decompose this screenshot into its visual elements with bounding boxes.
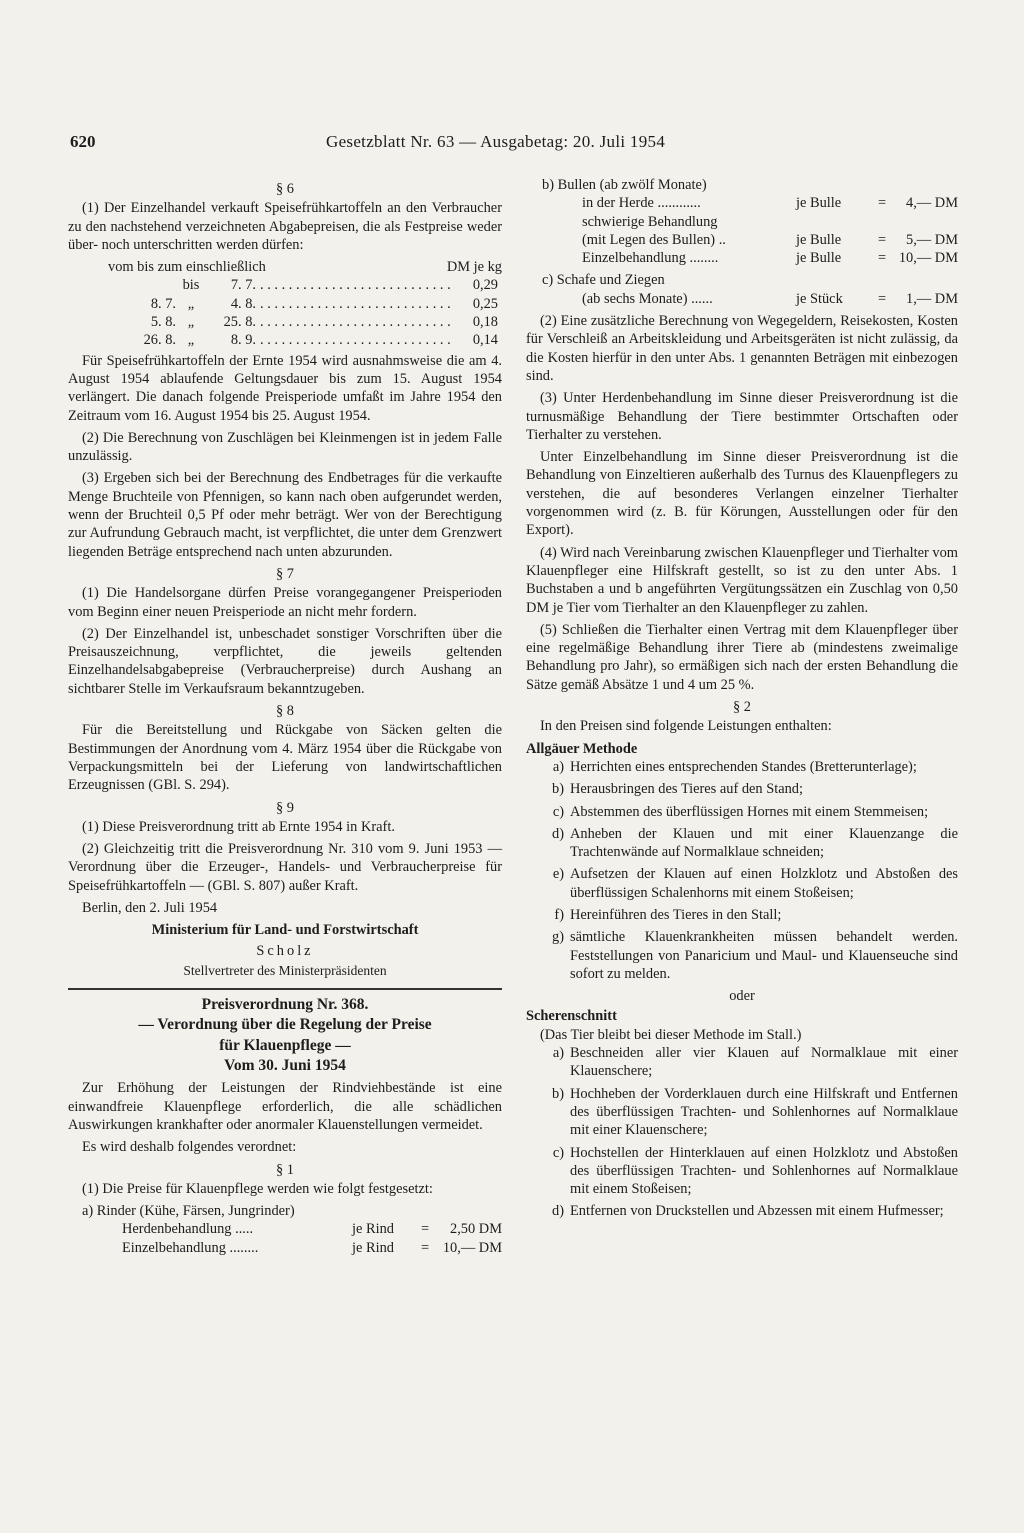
fee-row	[68, 1220, 502, 1238]
list-label: c)	[552, 803, 564, 820]
fee-eq: =	[877, 195, 887, 212]
fee-item: (ab sechs Monate)	[582, 290, 688, 307]
list-item	[526, 1144, 958, 1199]
section-9-heading: § 9	[276, 799, 294, 816]
table-cell-from	[68, 276, 176, 294]
price-table-header	[68, 258, 502, 276]
table-row	[68, 276, 502, 294]
list-label: d)	[552, 825, 564, 842]
fee-item-wrap	[122, 1239, 352, 1257]
paragraph: Unter Einzelbehandlung im Sinne dieser Preisverordnung ist die Behandlung von Einzeltieren außerhalb des Turnus des Klauenpflegers zu verstehen, die auf besonderes Verlangen einzelner Tierhalter vorgenommen wird (z. B. für Körungen, Ausstellungen oder für den Export).	[526, 449, 958, 539]
list-text: Hochheben der Vorderklauen durch eine Hilfskraft und Entfernen des überflüssigen Trachten- und Sohlenhornes auf Normalklaue mit einer Klauenschere;	[570, 1085, 958, 1139]
paragraph: (3) Unter Herdenbehandlung im Sinne dieser Preisverordnung ist die turnusmäßige Behandlung der Tiere bestimmter Ortschaften oder Tierhalter zu verstehen.	[526, 390, 958, 443]
method-1-list	[526, 758, 958, 983]
list-text: Abstemmen des überflüssigen Hornes mit einem Stemmeisen;	[570, 803, 929, 820]
table-cell-sep: „	[187, 332, 195, 349]
list-text: Herrichten eines entsprechenden Standes (Bretterunterlage);	[570, 758, 917, 775]
fee-item-wrap	[122, 1220, 352, 1238]
list-item	[526, 928, 958, 983]
list-item	[526, 1044, 958, 1081]
page-number: 620	[70, 132, 96, 151]
leader-dots: .....	[235, 1221, 254, 1238]
decree-date: Vom 30. Juni 1954	[224, 1057, 346, 1075]
leader-dots	[260, 331, 450, 349]
list-label: b)	[542, 177, 554, 193]
table-row	[68, 295, 502, 313]
list-item	[526, 825, 958, 862]
fee-eq: =	[877, 290, 887, 307]
list-text: Hereinführen des Tieres in den Stall;	[570, 906, 782, 923]
fee-item: schwierige Behandlung	[582, 213, 718, 230]
paragraph: (1) Die Preise für Klauenpflege werden wie folgt festgesetzt:	[82, 1180, 433, 1197]
paragraph: (1) Die Handelsorgane dürfen Preise vorangegangener Preisperioden vom Beginn einer neuen Preisperiode an nicht mehr fordern.	[68, 585, 502, 620]
fee-row	[526, 290, 958, 308]
fee-item: Einzelbehandlung	[582, 250, 686, 267]
table-cell-to: 7. 7.	[230, 277, 256, 294]
leader-dots	[260, 313, 450, 331]
list-text: Anheben der Klauen und mit einer Klauenzange die Trachtenwände auf Normalklaue schneiden;	[570, 825, 958, 861]
paragraph: Für Speisefrühkartoffeln der Ernte 1954 wird ausnahmsweise die am 4. August 1954 ablaufende Geltungsdauer bis zum 15. August 1954 verlängert. Die danach folgende Preisperiode umfaßt im Jahre 1954 den Zeitraum vom 16. August 1954 bis 25. August 1954.	[68, 352, 502, 424]
page-header: Gesetzblatt Nr. 63 — Ausgabetag: 20. Juli 1954	[326, 132, 666, 151]
list-item	[526, 865, 958, 902]
section-8-heading: § 8	[276, 703, 294, 720]
leader-dots: ............	[657, 195, 701, 212]
fee-unit: je Bulle	[796, 250, 842, 267]
list-text: Bullen (ab zwölf Monate)	[557, 177, 707, 193]
list-item	[526, 906, 958, 924]
list-item	[526, 803, 958, 821]
list-label: c)	[552, 1144, 564, 1161]
table-cell-price: 0,14	[472, 332, 498, 349]
divider	[68, 988, 502, 990]
list-label: e)	[552, 866, 564, 883]
table-cell-to: 8. 9.	[230, 332, 256, 349]
leader-dots: ........	[689, 250, 719, 267]
paragraph: Es wird deshalb folgendes verordnet:	[82, 1139, 297, 1156]
decree-title: für Klauenpflege —	[219, 1036, 351, 1054]
table-cell-from: 8. 7.	[150, 295, 176, 312]
section-7-heading: § 7	[276, 565, 294, 582]
list-label: a)	[552, 758, 564, 775]
leader-dots: ......	[691, 290, 713, 307]
fee-price: 4,— DM	[906, 195, 958, 212]
list-label: a)	[552, 1045, 564, 1062]
section-2-heading: § 2	[733, 699, 751, 716]
paragraph: Zur Erhöhung der Leistungen der Rindviehbestände ist eine einwandfreie Klauenpflege erforderlich, die alle schädlichen Auswirkungen krankhafter oder anormaler Klauenstellungen vermeidet.	[68, 1080, 502, 1133]
paragraph: (1) Diese Preisverordnung tritt ab Ernte 1954 in Kraft.	[82, 818, 395, 835]
list-label: f)	[554, 906, 564, 923]
paragraph: (4) Wird nach Vereinbarung zwischen Klauenpfleger und Tierhalter vom Klauenpfleger eine Hilfskraft gestellt, so ist zu den unter Abs. 1 Buchstaben a und b angeführten Vergütungssätzen ein Zuschlag von 0,50 DM je Tier vom Tierhalter an den Klauenpfleger zu zahlen.	[526, 544, 958, 616]
table-cell-to: 25. 8.	[223, 314, 256, 331]
table-cell-price: 0,29	[472, 277, 498, 294]
paragraph: Für die Bereitstellung und Rückgabe von Säcken gelten die Bestimmungen der Anordnung vom 4. März 1954 über die Rückgabe von Verpackungsmitteln bei der Lieferung von landwirtschaftlichen Erzeugnissen (GBl. S. 294).	[68, 722, 502, 794]
date-line: Berlin, den 2. Juli 1954	[82, 899, 218, 916]
list-label: g)	[552, 929, 564, 946]
paragraph: (5) Schließen die Tierhalter einen Vertrag mit dem Klauenpfleger über eine regelmäßige Behandlung ihrer Tiere ab (mindestens zweimalige Behandlung pro Jahr), so ermäßigen sich nach der ersten Behandlung die Sätze gemäß Absätze 1 und 4 um 25 %.	[526, 621, 958, 693]
list-text: Schafe und Ziegen	[556, 272, 665, 289]
table-cell-from: 26. 8.	[143, 332, 176, 349]
list-text: Herausbringen des Tieres auf den Stand;	[570, 781, 804, 798]
fee-category-a	[68, 1202, 502, 1220]
section-6-heading: § 6	[276, 181, 294, 197]
list-text: Beschneiden aller vier Klauen auf Normalklaue mit einer Klauenschere;	[570, 1045, 958, 1080]
list-label: d)	[552, 1203, 564, 1220]
fee-unit: je Bulle	[796, 231, 842, 248]
table-cell-price: 0,25	[472, 295, 498, 312]
fee-eq: =	[420, 1221, 430, 1238]
list-item	[526, 1202, 958, 1220]
leader-dots: ..	[718, 231, 726, 248]
method-2-list	[526, 1044, 958, 1221]
fee-unit: je Rind	[352, 1239, 394, 1256]
paragraph: (3) Ergeben sich bei der Berechnung des Endbetrages für die verkaufte Menge Bruchteile von Pfennigen, so kann nach oben aufgerundet werden, wenn der Bruchteil 0,5 Pf oder mehr beträgt. Wer von der Berechtigung zur Aufrundung Gebrauch macht, ist verpflichtet, die unter dem Grenzwert liegenden Beträge entsprechend nach unten abzurunden.	[68, 470, 502, 560]
fee-row	[526, 231, 958, 249]
fee-unit: je Stück	[796, 290, 843, 307]
paragraph: (2) Eine zusätzliche Berechnung von Wegegeldern, Reisekosten, Kosten für Verschleiß an Arbeitskleidung und Arbeitsgeräten ist nicht zulässig, da die Kosten hierfür in den unter Abs. 1 genannten Beträgen mit einbezogen sind.	[526, 313, 958, 384]
list-text: Hochstellen der Hinterklauen auf einen Holzklotz und Abstoßen des überflüssigen Trachten- und Sohlenhornes auf Normalklaue mit einem Stoßeisen;	[570, 1144, 958, 1198]
fee-price: 5,— DM	[906, 231, 958, 248]
fee-row	[526, 194, 958, 212]
list-label: c)	[542, 272, 554, 289]
decree-title: — Verordnung über die Regelung der Preise	[138, 1016, 432, 1034]
price-table	[68, 276, 502, 349]
list-label: b)	[552, 1085, 564, 1102]
list-label: a)	[82, 1203, 94, 1220]
list-text: Aufsetzen der Klauen auf einen Holzklotz und Abstoßen des überflüssigen Schalenhorns mit einem Stoßeisen;	[570, 866, 958, 901]
list-text: Rinder (Kühe, Färsen, Jungrinder)	[96, 1203, 295, 1220]
list-text: sämtliche Klauenkrankheiten müssen behandelt werden. Feststellungen von Panaricium und Maul- und Klauenseuche sind sofort zu melden.	[570, 929, 958, 982]
table-header-unit: DM je kg	[446, 259, 502, 276]
method-heading: Scherenschnitt	[526, 1008, 617, 1025]
leader-dots	[260, 295, 450, 313]
list-item	[526, 780, 958, 798]
table-row	[68, 313, 502, 331]
method-heading: Allgäuer Methode	[526, 740, 638, 757]
paragraph: (2) Die Berechnung von Zuschlägen bei Kleinmengen ist in jedem Falle unzulässig.	[68, 429, 502, 465]
table-cell-sep: bis	[182, 277, 200, 294]
paragraph: (2) Gleichzeitig tritt die Preisverordnung Nr. 310 vom 9. Juni 1953 — Verordnung über die Erzeuger-, Handels- und Verbraucherpreise für Speisefrühkartoffeln — (GBl. S. 807) außer Kraft.	[68, 841, 502, 894]
table-cell-sep: „	[187, 295, 195, 312]
fee-category-c	[526, 271, 958, 289]
fee-price: 1,— DM	[906, 290, 958, 307]
signer-role: Stellvertreter des Ministerpräsidenten	[183, 962, 387, 978]
paragraph: (1) Der Einzelhandel verkauft Speisefrühkartoffeln an den Verbraucher zu den nachstehend verzeichneten Abgabepreisen, die als Festpreise weder über- noch unterschritten werden dürfen:	[68, 200, 502, 253]
left-column	[68, 176, 502, 1257]
signer-name: Scholz	[256, 942, 314, 959]
section-1-heading: § 1	[276, 1161, 294, 1178]
fee-price: 2,50 DM	[450, 1221, 502, 1238]
fee-unit: je Bulle	[796, 195, 842, 212]
table-cell-from: 5. 8.	[150, 314, 176, 331]
fee-price: 10,— DM	[442, 1239, 502, 1256]
fee-eq: =	[877, 250, 887, 267]
fee-category-b	[526, 176, 958, 194]
ministry-name: Ministerium für Land- und Forstwirtschaft	[151, 922, 419, 939]
fee-item: in der Herde	[582, 195, 654, 212]
paragraph: In den Preisen sind folgende Leistungen enthalten:	[540, 718, 832, 735]
table-cell-to: 4. 8.	[230, 295, 256, 312]
table-cell-sep: „	[187, 314, 195, 331]
table-row	[68, 331, 502, 349]
paragraph: (2) Der Einzelhandel ist, unbeschadet sonstiger Vorschriften über die Preisauszeichnung, verpflichtet, die jeweils geltenden Einzelhandelsabgabepreise (Verbraucherpreise) durch Aushang an sichtbarer Stelle im Verkaufsraum bekanntzugeben.	[68, 625, 502, 697]
fee-row	[526, 249, 958, 267]
fee-item: Einzelbehandlung	[122, 1239, 226, 1256]
fee-eq: =	[877, 231, 887, 248]
table-header-date: vom bis zum einschließlich	[108, 259, 266, 276]
right-column	[526, 176, 958, 1225]
fee-row	[68, 1239, 502, 1257]
oder-separator: oder	[729, 988, 755, 1005]
fee-price: 10,— DM	[898, 250, 958, 267]
leader-dots: ........	[229, 1239, 259, 1256]
fee-table-a	[68, 1220, 502, 1257]
list-item	[526, 1085, 958, 1140]
fee-item: Herdenbehandlung	[122, 1221, 232, 1238]
list-item	[526, 758, 958, 776]
fee-item: (mit Legen des Bullen)	[582, 231, 716, 248]
leader-dots	[260, 276, 450, 294]
list-label: b)	[552, 781, 564, 798]
list-text: Entfernen von Druckstellen und Abzessen mit einem Hufmesser;	[570, 1203, 944, 1220]
decree-title: Preisverordnung Nr. 368.	[201, 996, 369, 1014]
method-note: (Das Tier bleibt bei dieser Methode im Stall.)	[540, 1026, 802, 1043]
fee-eq: =	[420, 1239, 430, 1256]
table-cell-price: 0,18	[472, 314, 498, 331]
fee-unit: je Rind	[352, 1221, 394, 1238]
